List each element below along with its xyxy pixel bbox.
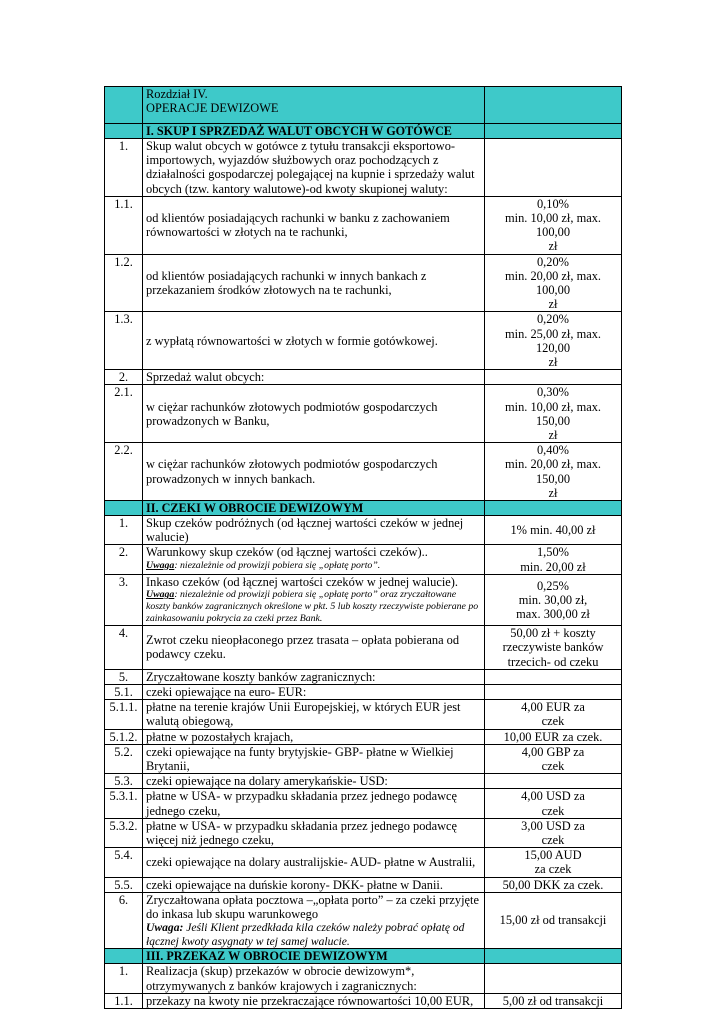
row-description: przekazy na kwoty nie przekraczające równowartości 10,00 EUR, <box>143 993 485 1008</box>
table-row <box>105 877 622 892</box>
table-row <box>105 789 622 818</box>
row-description: czeki opiewające na dolary amerykańskie- USD: <box>143 774 485 789</box>
table-row <box>105 385 622 443</box>
row-note: Uwaga: niezależnie od prowizji pobiera się „opłatę porto” oraz zryczałtowane koszty banków zagranicznych określone w pkt. 5 lub koszty rzeczywiste pobierane po zainkasowaniu pokrycia za czeki przez Bank. <box>146 589 479 625</box>
table-row <box>105 729 622 744</box>
row-number: 5.5. <box>105 877 143 892</box>
row-number: 3. <box>105 574 143 625</box>
row-fee: 1% min. 40,00 zł <box>485 516 622 545</box>
row-description: w ciężar rachunków złotowych podmiotów gospodarczych prowadzonych w innych bankach. <box>143 443 485 501</box>
row-fee: 0,10% min. 10,00 zł, max. 100,00 zł <box>485 196 622 254</box>
table-row <box>105 892 622 949</box>
row-number: 5. <box>105 669 143 684</box>
row-number: 2. <box>105 370 143 385</box>
row-description: Skup walut obcych w gotówce z tytułu transakcji eksportowo-importowych, wyjazdów służbowych oraz pochodzących z działalności gospodarczej polegającej na kupnie i sprzedaży walut obcych (tzw. kantory walutowe)-od kwoty skupionej waluty: <box>143 139 485 197</box>
row-description: Zwrot czeku nieopłaconego przez trasata – opłata pobierana od podawcy czeku. <box>143 626 485 670</box>
row-number: 5.4. <box>105 848 143 877</box>
table-row <box>105 254 622 312</box>
table-row <box>105 744 622 773</box>
section-header-row <box>105 124 622 139</box>
row-number: 5.3.2. <box>105 818 143 847</box>
row-number: 4. <box>105 626 143 670</box>
row-number: 2. <box>105 545 143 574</box>
row-fee: 4,00 EUR za czek <box>485 700 622 729</box>
row-fee: 5,00 zł od transakcji <box>485 993 622 1008</box>
row-fee: 0,20% min. 20,00 zł, max. 100,00 zł <box>485 254 622 312</box>
row-number: 5.3.1. <box>105 789 143 818</box>
table-row <box>105 684 622 699</box>
row-fee: 3,00 USD za czek <box>485 818 622 847</box>
row-description: od klientów posiadających rachunki w innych bankach z przekazaniem środków złotowych na te rachunki, <box>143 254 485 312</box>
row-description: Skup czeków podróżnych (od łącznej wartości czeków w jednej walucie) <box>143 516 485 545</box>
row-number: 6. <box>105 892 143 949</box>
row-description: czeki opiewające na duńskie korony- DKK- płatne w Danii. <box>143 877 485 892</box>
chapter-fee-blank <box>485 87 622 124</box>
row-number: 5.1.2. <box>105 729 143 744</box>
row-fee: 50,00 zł + koszty rzeczywiste banków trzecich- od czeku <box>485 626 622 670</box>
table-row <box>105 626 622 670</box>
row-description: Warunkowy skup czeków (od łącznej wartości czeków).. Uwaga: niezależnie od prowizji pobiera się „opłatę porto”. <box>143 545 485 574</box>
row-description: Zryczałtowana opłata pocztowa –„opłata porto” – za czeki przyjęte do inkasa lub skupu warunkowego Uwaga: Jeśli Klient przedkłada kila czeków należy pobrać opłatę od łącznej kwoty asygnaty w tej samej walucie. <box>143 892 485 949</box>
row-number: 5.1. <box>105 684 143 699</box>
row-number: 1. <box>105 964 143 993</box>
fee-table <box>104 86 622 1009</box>
chapter-title <box>143 87 485 124</box>
section-2-title: II. CZEKI W OBROCIE DEWIZOWYM <box>143 501 485 516</box>
row-number: 1. <box>105 516 143 545</box>
table-row <box>105 774 622 789</box>
table-row <box>105 443 622 501</box>
table-row <box>105 848 622 877</box>
row-number: 5.2. <box>105 744 143 773</box>
table-row <box>105 312 622 370</box>
row-description: płatne w USA- w przypadku składania przez jednego podawcę jednego czeku, <box>143 789 485 818</box>
table-row <box>105 964 622 993</box>
row-fee: 10,00 EUR za czek. <box>485 729 622 744</box>
table-row <box>105 818 622 847</box>
section-header-row <box>105 949 622 964</box>
table-row <box>105 669 622 684</box>
row-fee: 0,20% min. 25,00 zł, max. 120,00 zł <box>485 312 622 370</box>
section-1-title: I. SKUP I SPRZEDAŻ WALUT OBCYCH W GOTÓWCE <box>143 124 485 139</box>
row-fee: 15,00 zł od transakcji <box>485 892 622 949</box>
row-fee <box>485 684 622 699</box>
row-fee: 1,50% min. 20,00 zł <box>485 545 622 574</box>
section-3-title: III. PRZEKAZ W OBROCIE DEWIZOWYM <box>143 949 485 964</box>
row-number: 2.2. <box>105 443 143 501</box>
table-row <box>105 700 622 729</box>
chapter-header-row <box>105 87 622 124</box>
row-fee: 4,00 GBP za czek <box>485 744 622 773</box>
row-description: w ciężar rachunków złotowych podmiotów gospodarczych prowadzonych w Banku, <box>143 385 485 443</box>
table-row <box>105 993 622 1008</box>
row-description: Inkaso czeków (od łącznej wartości czeków w jednej walucie). Uwaga: niezależnie od prowizji pobiera się „opłatę porto” oraz zryczałtowane koszty banków zagranicznych określone w pkt. 5 lub koszty rzeczywiste pobierane po zainkasowaniu pokrycia za czeki przez Bank. <box>143 574 485 625</box>
chapter-blank-cell <box>105 87 143 124</box>
table-row <box>105 196 622 254</box>
row-description: Sprzedaż walut obcych: <box>143 370 485 385</box>
row-fee <box>485 370 622 385</box>
row-number: 2.1. <box>105 385 143 443</box>
row-description: płatne w USA- w przypadku składania przez jednego podawcę więcej niż jednego czeku, <box>143 818 485 847</box>
row-description: z wypłatą równowartości w złotych w formie gotówkowej. <box>143 312 485 370</box>
section-header-row <box>105 501 622 516</box>
table-row <box>105 139 622 197</box>
chapter-number: Rozdział IV. <box>146 87 208 101</box>
row-description: Zryczałtowane koszty banków zagranicznych: <box>143 669 485 684</box>
chapter-name: OPERACJE DEWIZOWE <box>146 101 279 116</box>
row-fee <box>485 774 622 789</box>
row-number: 1. <box>105 139 143 197</box>
row-fee <box>485 964 622 993</box>
row-number: 1.3. <box>105 312 143 370</box>
row-number: 1.1. <box>105 196 143 254</box>
row-number: 5.1.1. <box>105 700 143 729</box>
row-number: 1.1. <box>105 993 143 1008</box>
row-fee: 50,00 DKK za czek. <box>485 877 622 892</box>
row-fee: 15,00 AUD za czek <box>485 848 622 877</box>
row-description: od klientów posiadających rachunki w banku z zachowaniem równowartości w złotych na te rachunki, <box>143 196 485 254</box>
row-fee: 0,30% min. 10,00 zł, max. 150,00 zł <box>485 385 622 443</box>
row-note: Uwaga: Jeśli Klient przedkłada kila czeków należy pobrać opłatę od łącznej kwoty asygnaty w tej samej walucie. <box>146 921 465 948</box>
row-description: płatne w pozostałych krajach, <box>143 729 485 744</box>
row-description: czeki opiewające na funty brytyjskie- GBP- płatne w Wielkiej Brytanii, <box>143 744 485 773</box>
row-fee: 0,40% min. 20,00 zł, max. 150,00 zł <box>485 443 622 501</box>
row-number: 1.2. <box>105 254 143 312</box>
row-description: płatne na terenie krajów Unii Europejskiej, w których EUR jest walutą obiegową, <box>143 700 485 729</box>
row-description: czeki opiewające na dolary australijskie- AUD- płatne w Australii, <box>143 848 485 877</box>
row-fee <box>485 139 622 197</box>
row-note: Uwaga: niezależnie od prowizji pobiera się „opłatę porto”. <box>146 559 381 571</box>
table-row <box>105 545 622 574</box>
row-description: Realizacja (skup) przekazów w obrocie dewizowym*, otrzymywanych z banków krajowych i zagranicznych: <box>143 964 485 993</box>
row-fee: 0,25% min. 30,00 zł, max. 300,00 zł <box>485 574 622 625</box>
row-fee <box>485 669 622 684</box>
table-row <box>105 370 622 385</box>
table-row <box>105 574 622 625</box>
table-row <box>105 516 622 545</box>
row-description: czeki opiewające na euro- EUR: <box>143 684 485 699</box>
row-number: 5.3. <box>105 774 143 789</box>
row-fee: 4,00 USD za czek <box>485 789 622 818</box>
